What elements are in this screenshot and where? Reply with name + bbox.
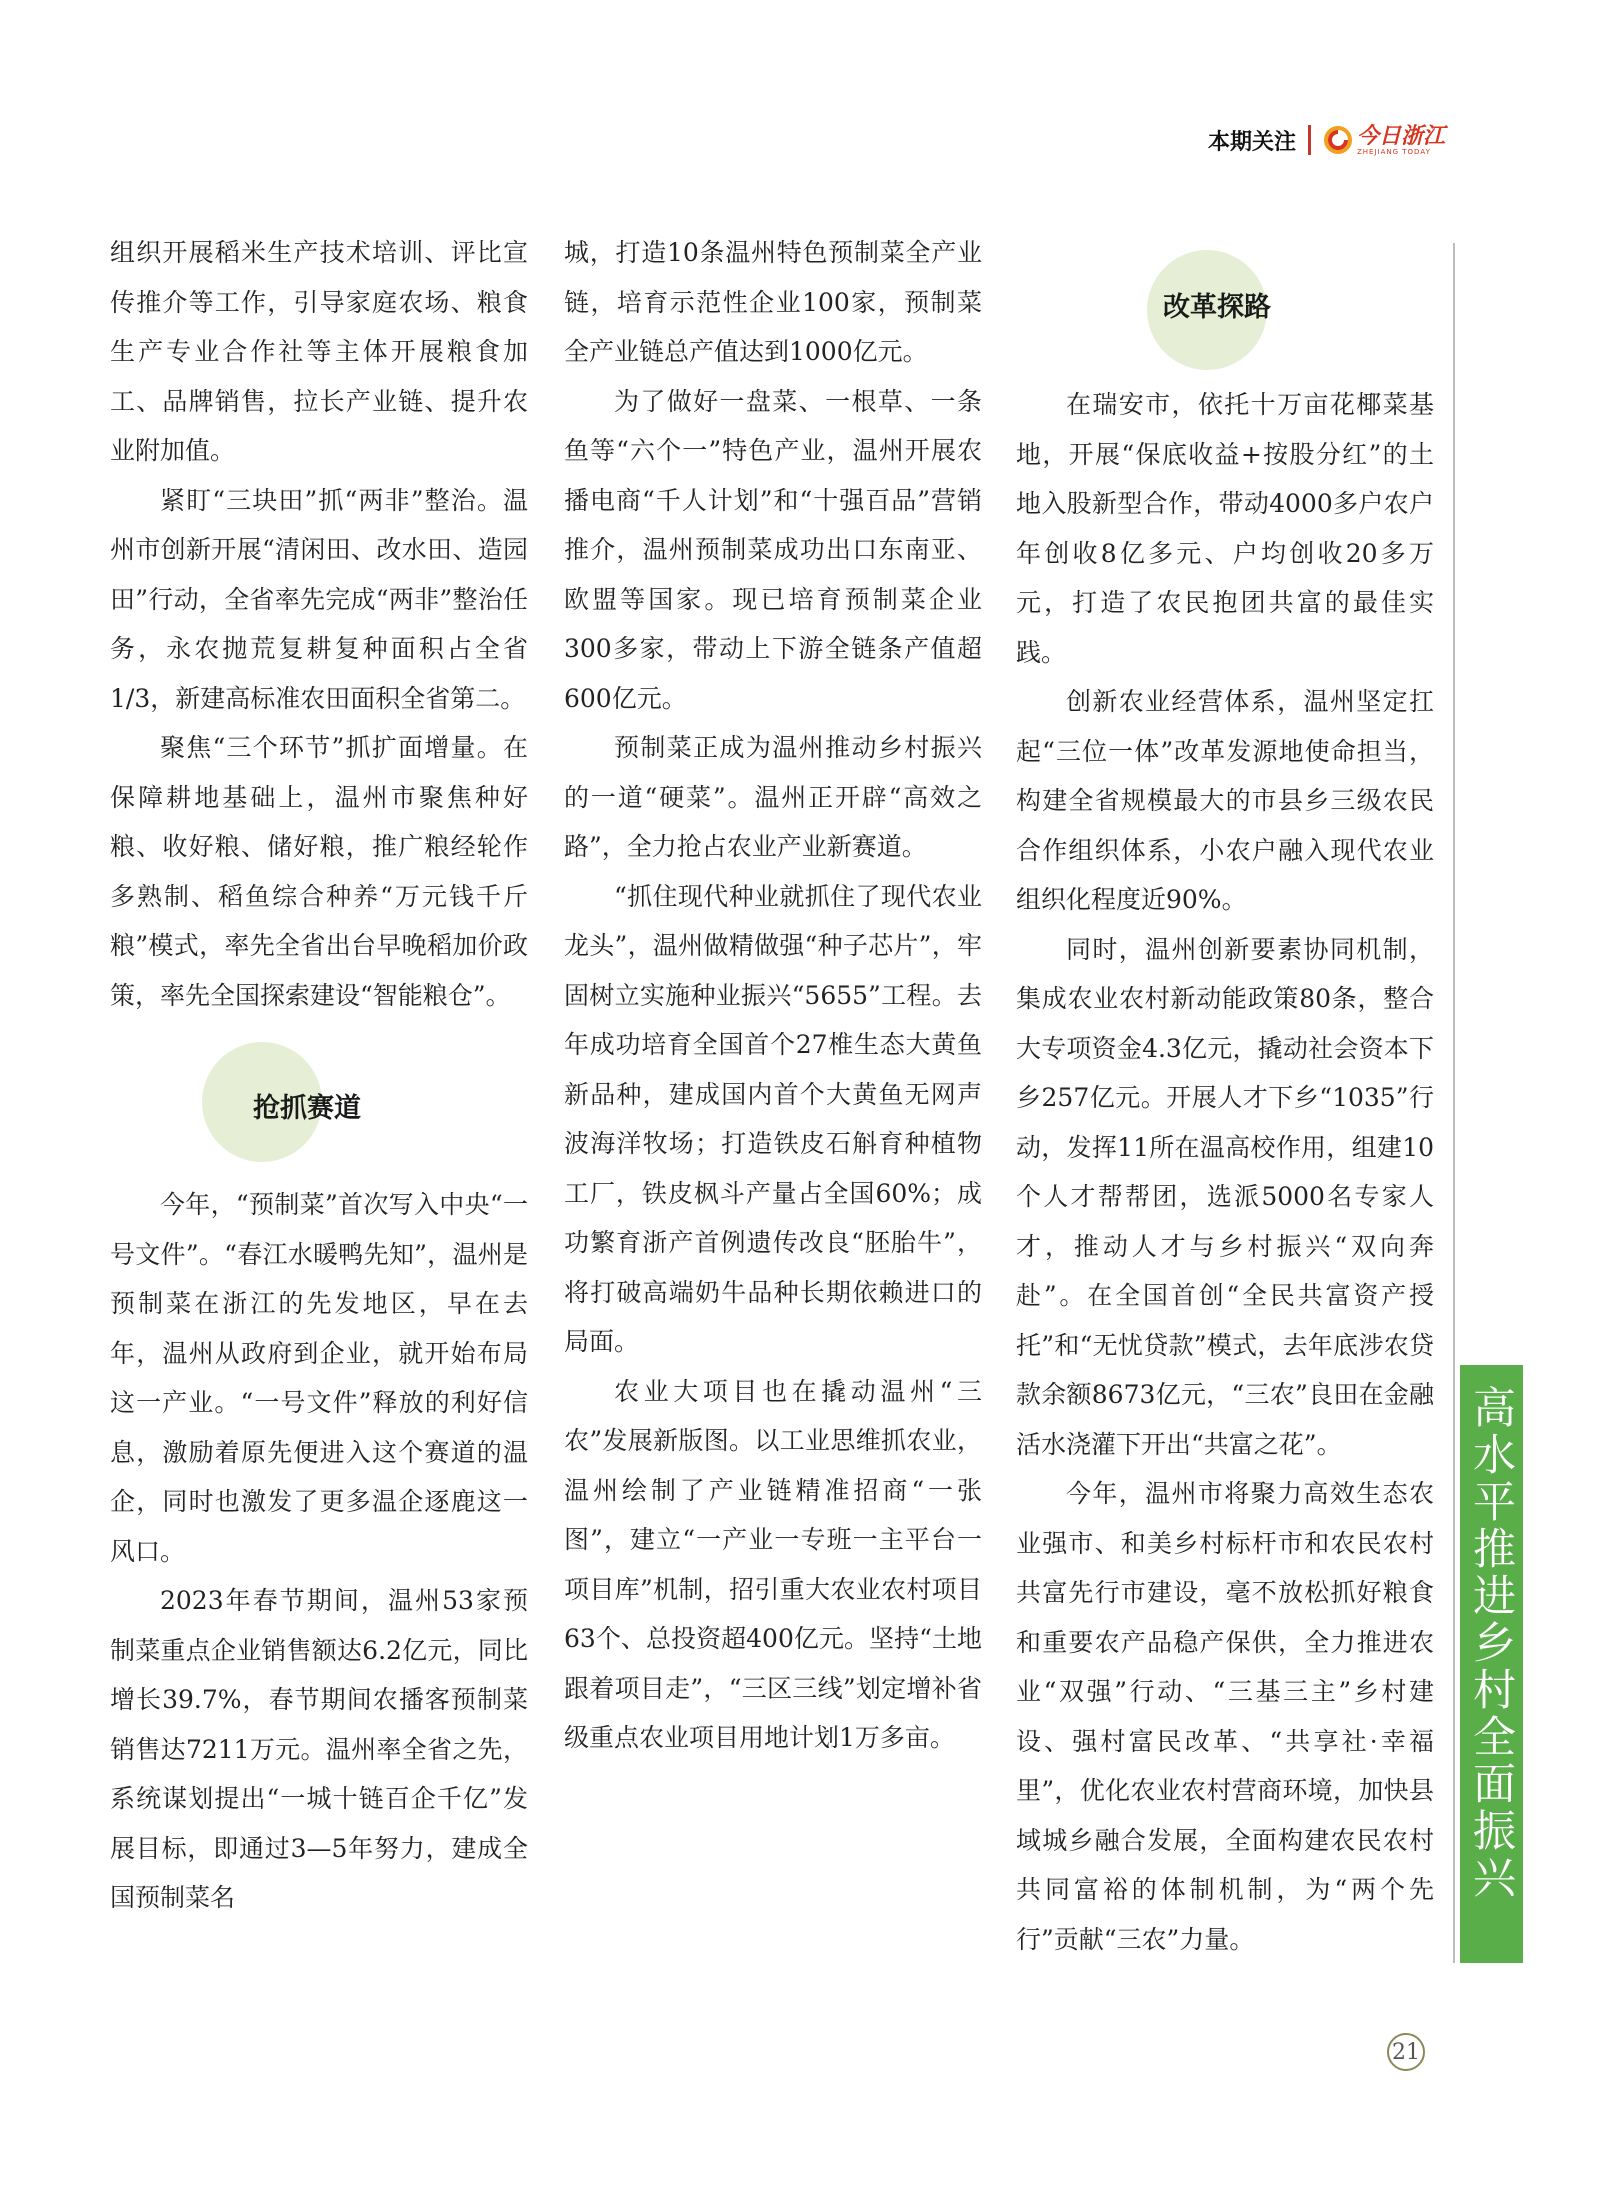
header-divider (1308, 125, 1311, 155)
subhead-title: 抢抓赛道 (253, 1093, 361, 1124)
paragraph: 今年，“预制菜”首次写入中央“一号文件”。“春江水暖鸭先知”，温州是预制菜在浙江的先发地区，早在去年，温州从政府到企业，就开始布局这一产业。“一号文件”释放的利好信息，激励着原先便进入这个赛道的温企，同时也激发了更多温企逐鹿这一风口。 (110, 1190, 528, 1566)
page-number: 21 (1387, 2033, 1425, 2071)
subhead-block (110, 1020, 528, 1180)
logo-chinese: 今日浙江 (1356, 122, 1445, 149)
section-tab (1460, 1365, 1523, 1963)
column-2 (564, 228, 982, 1763)
column-rule (1453, 243, 1455, 1963)
paragraph: 预制菜正成为温州推动乡村振兴的一道“硬菜”。温州正开辟“高效之路”，全力抢占农业产业新赛道。 (564, 733, 982, 861)
paragraph: “抓住现代种业就抓住了现代农业龙头”，温州做精做强“种子芯片”，牢固树立实施种业振兴“5655”工程。去年成功培育全国首个27椎生态大黄鱼新品种，建成国内首个大黄鱼无网声波海洋牧场；打造铁皮石斛育种植物工厂，铁皮枫斗产量占全国60%；成功繁育浙产首例遗传改良“胚胎牛”，将打破高端奶牛品种长期依赖进口的局面。 (564, 881, 982, 1356)
paragraph: 为了做好一盘菜、一根草、一条鱼等“六个一”特色产业，温州开展农播电商“千人计划”和“十强百品”营销推介，温州预制菜成功出口东南亚、欧盟等国家。现已培育预制菜企业300多家，带动上下游全链条产值超600亿元。 (564, 386, 982, 713)
paragraph: 同时，温州创新要素协同机制，集成农业农村新动能政策80条，整合大专项资金4.3亿元，撬动社会资本下乡257亿元。开展人才下乡“1035”行动，发挥11所在温高校作用，组建10个人才帮帮团，选派5000名专家人才，推动人才与乡村振兴“双向奔赴”。在全国首创“全民共富资产授托”和“无忧贷款”模式，去年底涉农贷款余额8673亿元，“三农”良田在金融活水浇灌下开出“共富之花”。 (1016, 934, 1434, 1459)
column-3 (1016, 380, 1434, 1964)
section-tab-title: 高水平推进乡村全面振兴 (1466, 1385, 1516, 1902)
paragraph: 城，打造10条温州特色预制菜全产业链，培育示范性企业100家，预制菜全产业链总产值达到1000亿元。 (564, 238, 982, 366)
magazine-logo (1323, 122, 1445, 156)
paragraph: 组织开展稻米生产技术培训、评比宣传推介等工作，引导家庭农场、粮食生产专业合作社等主体开展粮食加工、品牌销售，拉长产业链、提升农业附加值。 (110, 238, 528, 465)
paragraph: 农业大项目也在撬动温州“三农”发展新版图。以工业思维抓农业，温州绘制了产业链精准招商“一张图”，建立“一产业一专班一主平台一项目库”机制，招引重大农业农村项目63个、总投资超400亿元。坚持“土地跟着项目走”，“三区三线”划定增补省级重点农业项目用地计划1万多亩。 (564, 1376, 982, 1752)
paragraph: 聚焦“三个环节”抓扩面增量。在保障耕地基础上，温州市聚焦种好粮、收好粮、储好粮，推广粮经轮作多熟制、稻鱼综合种养“万元钱千斤粮”模式，率先全省出台早晚稻加价政策，率先全国探索建设“智能粮仓”。 (110, 733, 528, 1010)
logo-swirl-icon (1323, 125, 1353, 155)
subhead-title: 改革探路 (1163, 292, 1271, 323)
paragraph: 今年，温州市将聚力高效生态农业强市、和美乡村标杆市和农民农村共富先行市建设，毫不放松抓好粮食和重要农产品稳产保供，全力推进农业“双强”行动、“三基三主”乡村建设、强村富民改革、“共享社·幸福里”，优化农业农村营商环境，加快县域城乡融合发展，全面构建农民农村共同富裕的体制机制，为“两个先行”贡献“三农”力量。 (1016, 1479, 1434, 1954)
section-label: 本期关注 (1207, 129, 1296, 155)
subhead-block (1016, 228, 1434, 378)
paragraph: 在瑞安市，依托十万亩花椰菜基地，开展“保底收益+按股分红”的土地入股新型合作，带动4000多户农户年创收8亿多元、户均创收20多万元，打造了农民抱团共富的最佳实践。 (1016, 390, 1434, 667)
paragraph: 创新农业经营体系，温州坚定扛起“三位一体”改革发源地使命担当，构建全省规模最大的市县乡三级农民合作组织体系，小农户融入现代农业组织化程度近90%。 (1016, 687, 1434, 914)
page-header (1208, 118, 1445, 162)
logo-english: ZHEJIANG TODAY (1356, 147, 1431, 156)
column-1 (110, 228, 528, 1923)
paragraph: 2023年春节期间，温州53家预制菜重点企业销售额达6.2亿元，同比增长39.7%，春节期间农播客预制菜销售达7211万元。温州率全省之先，系统谋划提出“一城十链百企千亿”发展目标，即通过3—5年努力，建成全国预制菜名 (110, 1586, 528, 1912)
paragraph: 紧盯“三块田”抓“两非”整治。温州市创新开展“清闲田、改水田、造园田”行动，全省率先完成“两非”整治任务，永农抛荒复耕复种面积占全省1/3，新建高标准农田面积全省第二。 (110, 485, 528, 713)
